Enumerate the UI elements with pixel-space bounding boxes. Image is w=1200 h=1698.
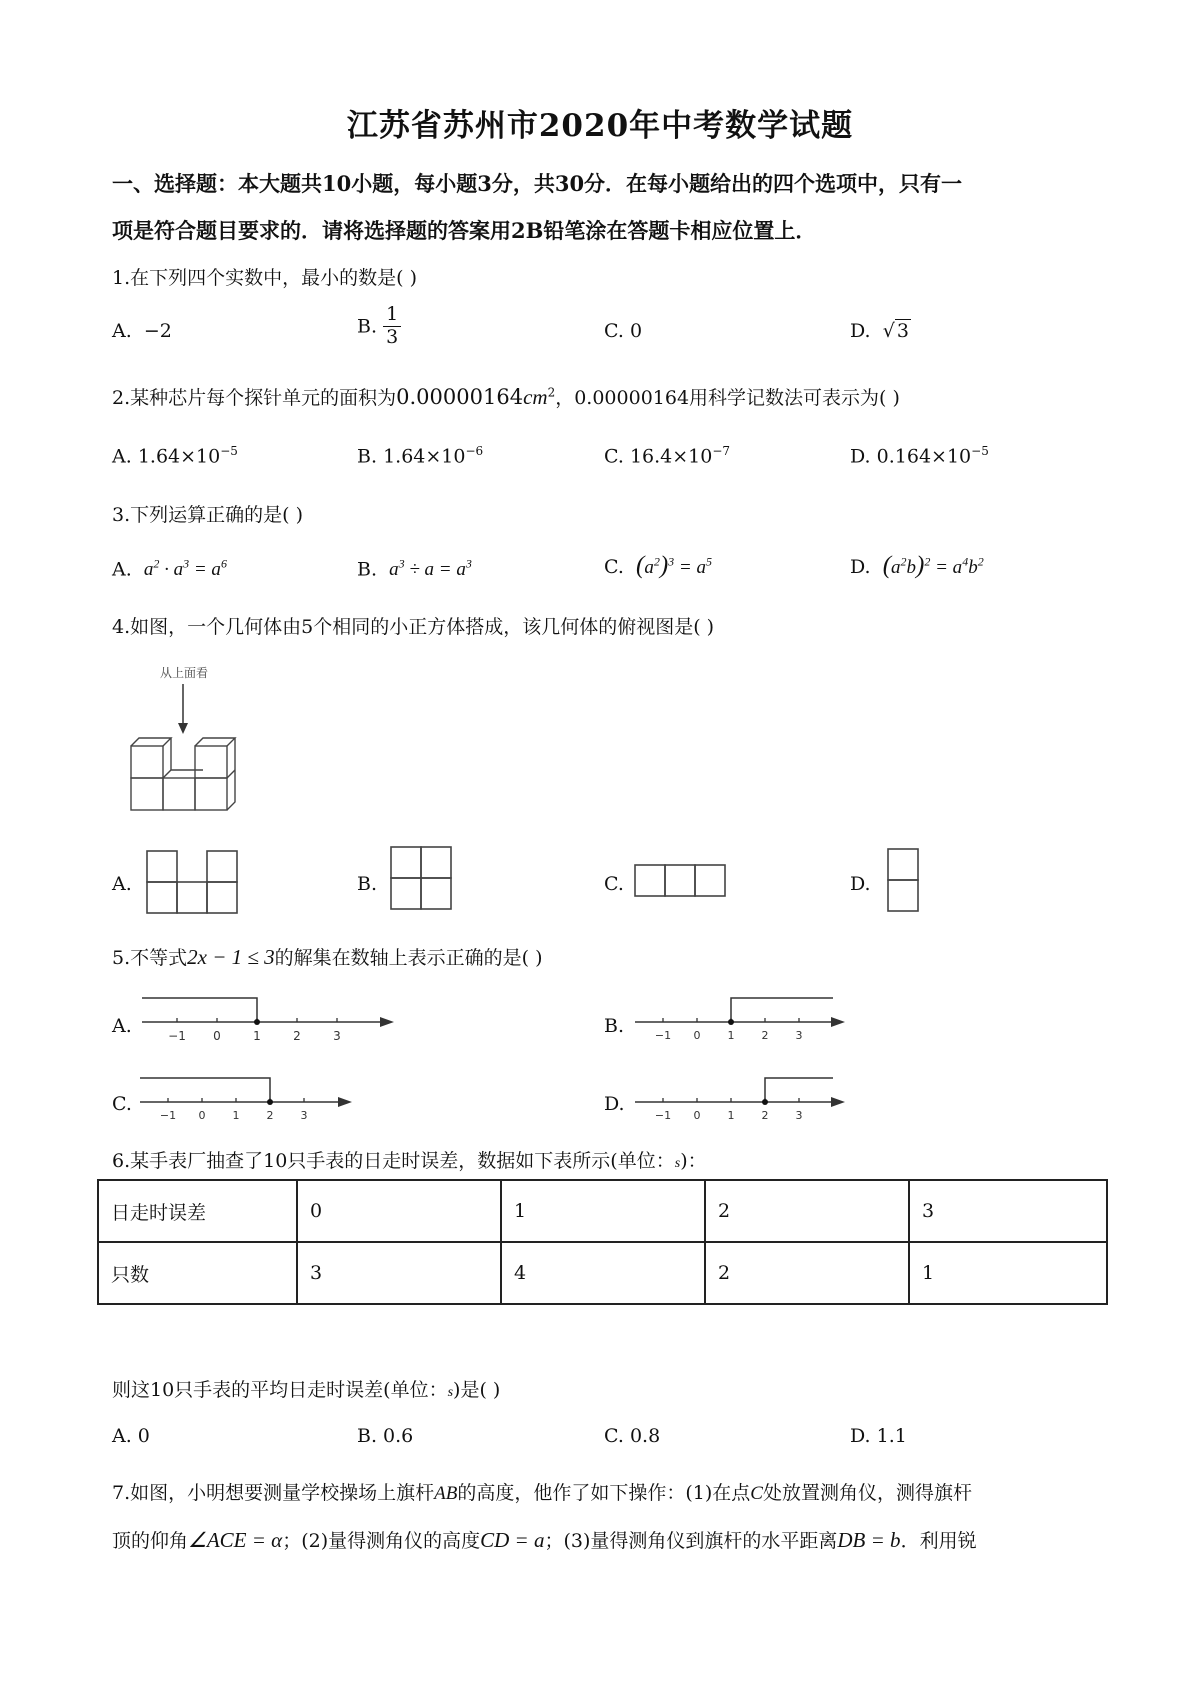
q2-option-a-base: 1.64×10 [137, 445, 221, 468]
q7-line2 [112, 1526, 977, 1553]
q1-option-a-value: −2 [143, 320, 172, 342]
q5-option-c-numberline [138, 1072, 360, 1128]
q6-stem-post: )： [680, 1150, 707, 1172]
q7-line1-c: 处放置测角仪，测得旗杆 [762, 1482, 972, 1504]
q6-ask-pre: 则这10只手表的平均日走时误差(单位： [112, 1379, 448, 1401]
q5-d-tick-2: 2 [761, 1109, 769, 1122]
q4-option-a-figure [146, 850, 242, 916]
q7-line2-angle: ∠ACE = α [188, 1528, 283, 1552]
q3-option-d-expr: $(a^2b)^2 = a^4b^2$ [882, 552, 984, 579]
q5-a-tick-1: 1 [253, 1029, 261, 1043]
q1-option-d-label: D. [850, 320, 871, 342]
q4-option-c-label: C. [604, 873, 624, 895]
table-cell: 3 [909, 1180, 1107, 1242]
q3-option-c-label: C. [604, 556, 624, 578]
q2-option-d-base: 0.164×10 [876, 445, 972, 468]
table-cell: 3 [297, 1242, 501, 1304]
q4-option-b-label: B. [357, 873, 378, 895]
table-cell: 2 [705, 1180, 909, 1242]
q5-b-tick-neg1: −1 [654, 1029, 672, 1042]
q5-a-tick-0: 0 [213, 1029, 221, 1043]
q5-c-tick-neg1: −1 [159, 1109, 177, 1122]
q7-line1-c-point: C [750, 1483, 763, 1504]
q4-stem: 4.如图，一个几何体由5个相同的小正方体搭成，该几何体的俯视图是( ) [112, 616, 715, 638]
q6-option-d: D. 1.1 [850, 1425, 907, 1447]
page-title: 江苏省苏州市2020年中考数学试题 [346, 108, 854, 144]
q2-option-a-label: A. [112, 445, 132, 468]
table-cell: 只数 [98, 1242, 297, 1304]
q5-stem-pre: 5.不等式 [112, 947, 188, 969]
q6-error-table [97, 1179, 1108, 1305]
q5-stem-post: 的解集在数轴上表示正确的是( ) [274, 947, 543, 969]
table-cell: 4 [501, 1242, 705, 1304]
q1-option-d-radicand: 3 [896, 320, 909, 342]
q7-line1-b: 的高度，他作了如下操作：(1)在点 [457, 1482, 751, 1504]
q7-line2-c: ；(3)量得测角仪到旗杆的水平距离 [544, 1530, 838, 1552]
q1-option-d-sqrt: √ 3 [882, 320, 909, 342]
q5-c-tick-1: 1 [232, 1109, 240, 1122]
q5-b-tick-1: 1 [727, 1029, 735, 1042]
q3-option-b-label: B. [357, 558, 378, 581]
q7-line1-ab: AB [434, 1483, 458, 1504]
q5-b-tick-0: 0 [693, 1029, 701, 1042]
q7-line2-a: 顶的仰角 [112, 1530, 189, 1552]
table-row [98, 1242, 1107, 1304]
q7-line1-a: 7.如图，小明想要测量学校操场上旗杆 [112, 1482, 435, 1504]
q5-a-tick-3: 3 [333, 1029, 341, 1043]
q5-c-tick-3: 3 [300, 1109, 308, 1122]
q4-view-label: 从上面看 [160, 666, 209, 680]
q1-option-d [850, 320, 911, 342]
q4-solid-figure [125, 660, 245, 820]
q2-option-d-exp: −5 [971, 444, 989, 458]
q2-stem-post: ，0.00000164用科学记数法可表示为( ) [555, 387, 900, 409]
q6-stem-pre: 6.某手表厂抽查了10只手表的日走时误差，数据如下表所示(单位： [112, 1150, 675, 1172]
q3-option-b [357, 557, 472, 581]
q5-a-tick-neg1: −1 [168, 1029, 186, 1043]
q2-option-b-exp: −6 [465, 444, 484, 458]
q4-option-d-label: D. [850, 873, 871, 895]
q1-option-b-denominator: 3 [386, 325, 399, 348]
q5-d-tick-3: 3 [795, 1109, 803, 1122]
q2-option-b [357, 444, 483, 467]
q7-line2-db: DB = b [837, 1528, 901, 1552]
table-cell: 1 [501, 1180, 705, 1242]
q2-option-a [112, 444, 238, 467]
section-heading-line1: 一、选择题：本大题共10小题，每小题3分，共30分．在每小题给出的四个选项中，只有一 [112, 171, 963, 196]
q7-line2-cd: CD = a [480, 1528, 545, 1552]
q6-ask-unit: s [447, 1385, 454, 1400]
q3-option-c [604, 552, 712, 580]
q2-stem-exp: 2 [547, 385, 556, 400]
q7-line1 [112, 1478, 972, 1505]
q2-option-c [604, 444, 730, 467]
q2-option-c-base: 16.4×10 [629, 445, 713, 468]
q2-option-d [850, 444, 989, 467]
q3-option-b-expr: $a^3 \div a = a^3$ [389, 557, 472, 581]
q7-line2-b: ；(2)量得测角仪的高度 [282, 1530, 481, 1552]
q2-stem [112, 383, 900, 410]
q2-option-d-label: D. [850, 445, 871, 468]
q6-option-a: A. 0 [112, 1425, 150, 1447]
q5-option-d-label: D. [604, 1093, 625, 1115]
section-heading-line2: 项是符合题目要求的．请将选择题的答案用2B铅笔涂在答题卡相应位置上． [112, 218, 817, 243]
table-cell: 0 [297, 1180, 501, 1242]
q2-stem-unit: cm [523, 385, 548, 409]
q6-stem-unit: s [674, 1156, 681, 1171]
q1-option-b-label: B. [357, 315, 378, 338]
q3-option-a [112, 557, 227, 581]
table-cell: 2 [705, 1242, 909, 1304]
q5-d-tick-0: 0 [693, 1109, 701, 1122]
q1-option-a-label: A. [112, 320, 132, 342]
table-cell: 日走时误差 [98, 1180, 297, 1242]
q1-option-b [357, 304, 401, 349]
q2-stem-pre: 2.某种芯片每个探针单元的面积为 [112, 387, 397, 409]
q6-ask-post: )是( ) [453, 1379, 501, 1401]
q3-option-d-label: D. [850, 556, 871, 578]
q5-b-tick-2: 2 [761, 1029, 769, 1042]
q2-option-c-exp: −7 [712, 444, 731, 458]
q1-stem: 1.在下列四个实数中，最小的数是( ) [112, 267, 417, 289]
q5-option-a-label: A. [112, 1015, 132, 1037]
q6-option-c: C. 0.8 [604, 1425, 661, 1447]
q3-stem: 3.下列运算正确的是( ) [112, 504, 303, 526]
q6-stem [112, 1146, 707, 1173]
q5-b-tick-3: 3 [795, 1029, 803, 1042]
q5-option-c-label: C. [112, 1093, 132, 1115]
q2-option-a-exp: −5 [220, 444, 238, 458]
q3-option-d [850, 552, 984, 580]
q4-option-d-figure [887, 848, 923, 914]
table-cell: 1 [909, 1242, 1107, 1304]
q3-option-a-label: A. [112, 558, 132, 581]
q2-option-c-label: C. [604, 445, 624, 468]
q4-option-c-figure [634, 864, 730, 900]
q5-option-b-label: B. [604, 1015, 625, 1037]
q5-option-d-numberline [633, 1072, 853, 1128]
q5-stem-expr: 2x − 1 ≤ 3 [187, 945, 275, 969]
q7-line2-d: ．利用锐 [900, 1530, 977, 1552]
q4-option-a-label: A. [112, 873, 132, 895]
q1-option-b-numerator: 1 [383, 304, 401, 327]
q5-a-tick-2: 2 [293, 1029, 301, 1043]
q5-d-tick-1: 1 [727, 1109, 735, 1122]
q6-ask [112, 1375, 500, 1402]
q4-option-b-figure [390, 846, 456, 912]
q5-d-tick-neg1: −1 [654, 1109, 672, 1122]
q2-stem-value: 0.00000164 [396, 385, 524, 409]
q3-option-a-expr: $a^2 \cdot a^3 = a^6$ [143, 557, 227, 581]
q2-option-b-label: B. [357, 445, 378, 468]
q6-option-b: B. 0.6 [357, 1425, 414, 1447]
table-row [98, 1180, 1107, 1242]
q1-option-b-fraction [383, 304, 401, 349]
q3-option-c-expr: $(a^2)^3 = a^5$ [636, 552, 712, 579]
q1-option-a [112, 320, 172, 342]
q5-c-tick-0: 0 [198, 1109, 206, 1122]
q5-stem [112, 943, 543, 970]
q5-c-tick-2: 2 [266, 1109, 274, 1122]
q5-option-a-numberline [140, 992, 400, 1050]
q2-option-b-base: 1.64×10 [383, 445, 466, 468]
q5-option-b-numberline [633, 992, 853, 1050]
q1-option-c: C. 0 [604, 320, 643, 342]
